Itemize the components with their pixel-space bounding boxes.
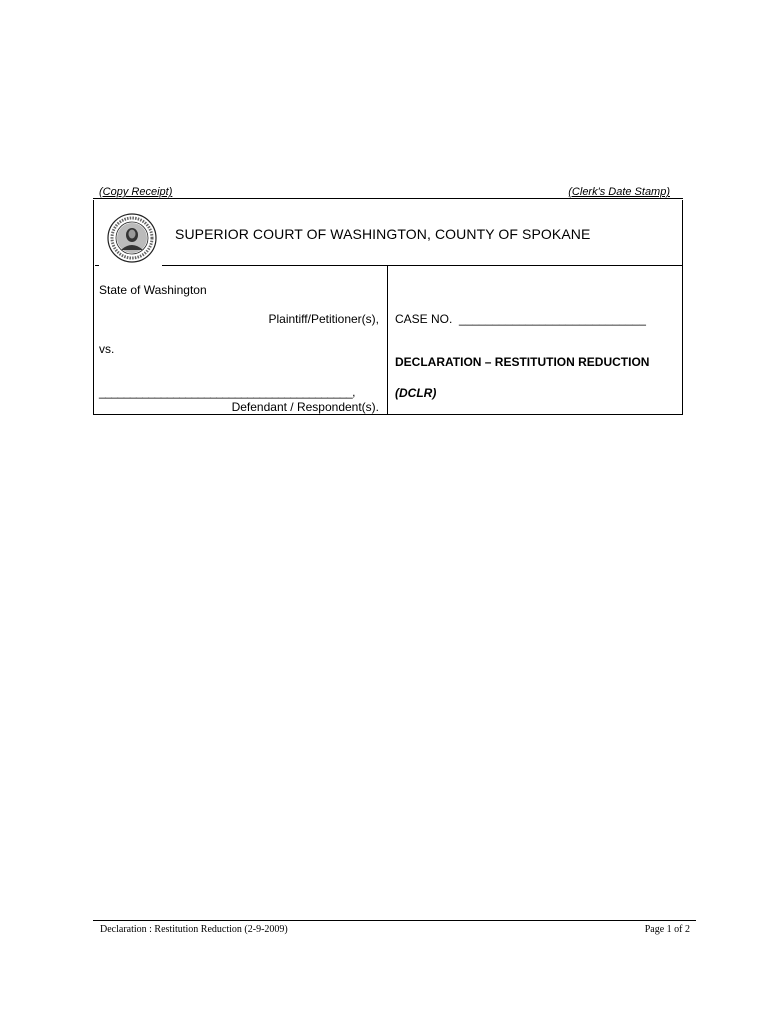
court-title: SUPERIOR COURT OF WASHINGTON, COUNTY OF SPOKANE [175, 226, 591, 242]
defendant-label: Defendant / Respondent(s). [231, 400, 379, 414]
copy-receipt-label: (Copy Receipt) [99, 186, 173, 198]
case-caption [93, 266, 683, 415]
caption-divider [387, 266, 388, 414]
document-title: DECLARATION – RESTITUTION REDUCTION [395, 355, 650, 369]
clerk-date-stamp-label: (Clerk's Date Stamp) [568, 186, 670, 198]
plaintiff-label: Plaintiff/Petitioner(s), [268, 312, 379, 326]
receipt-row [93, 186, 683, 200]
court-header [93, 200, 683, 266]
case-number-field[interactable]: CASE NO. ____________________________ [395, 312, 646, 326]
defendant-name-field[interactable]: _________________________________________, [99, 385, 355, 399]
court-seal-icon [106, 212, 158, 264]
footer-page-number: Page 1 of 2 [644, 924, 690, 935]
versus-label: vs. [99, 342, 115, 356]
footer-form-name: Declaration : Restitution Reduction (2-9-2009) [100, 924, 288, 935]
receipt-divider [93, 198, 683, 199]
plaintiff-name: State of Washington [99, 283, 207, 297]
document-code: (DCLR) [395, 386, 437, 400]
footer-divider [93, 920, 696, 921]
